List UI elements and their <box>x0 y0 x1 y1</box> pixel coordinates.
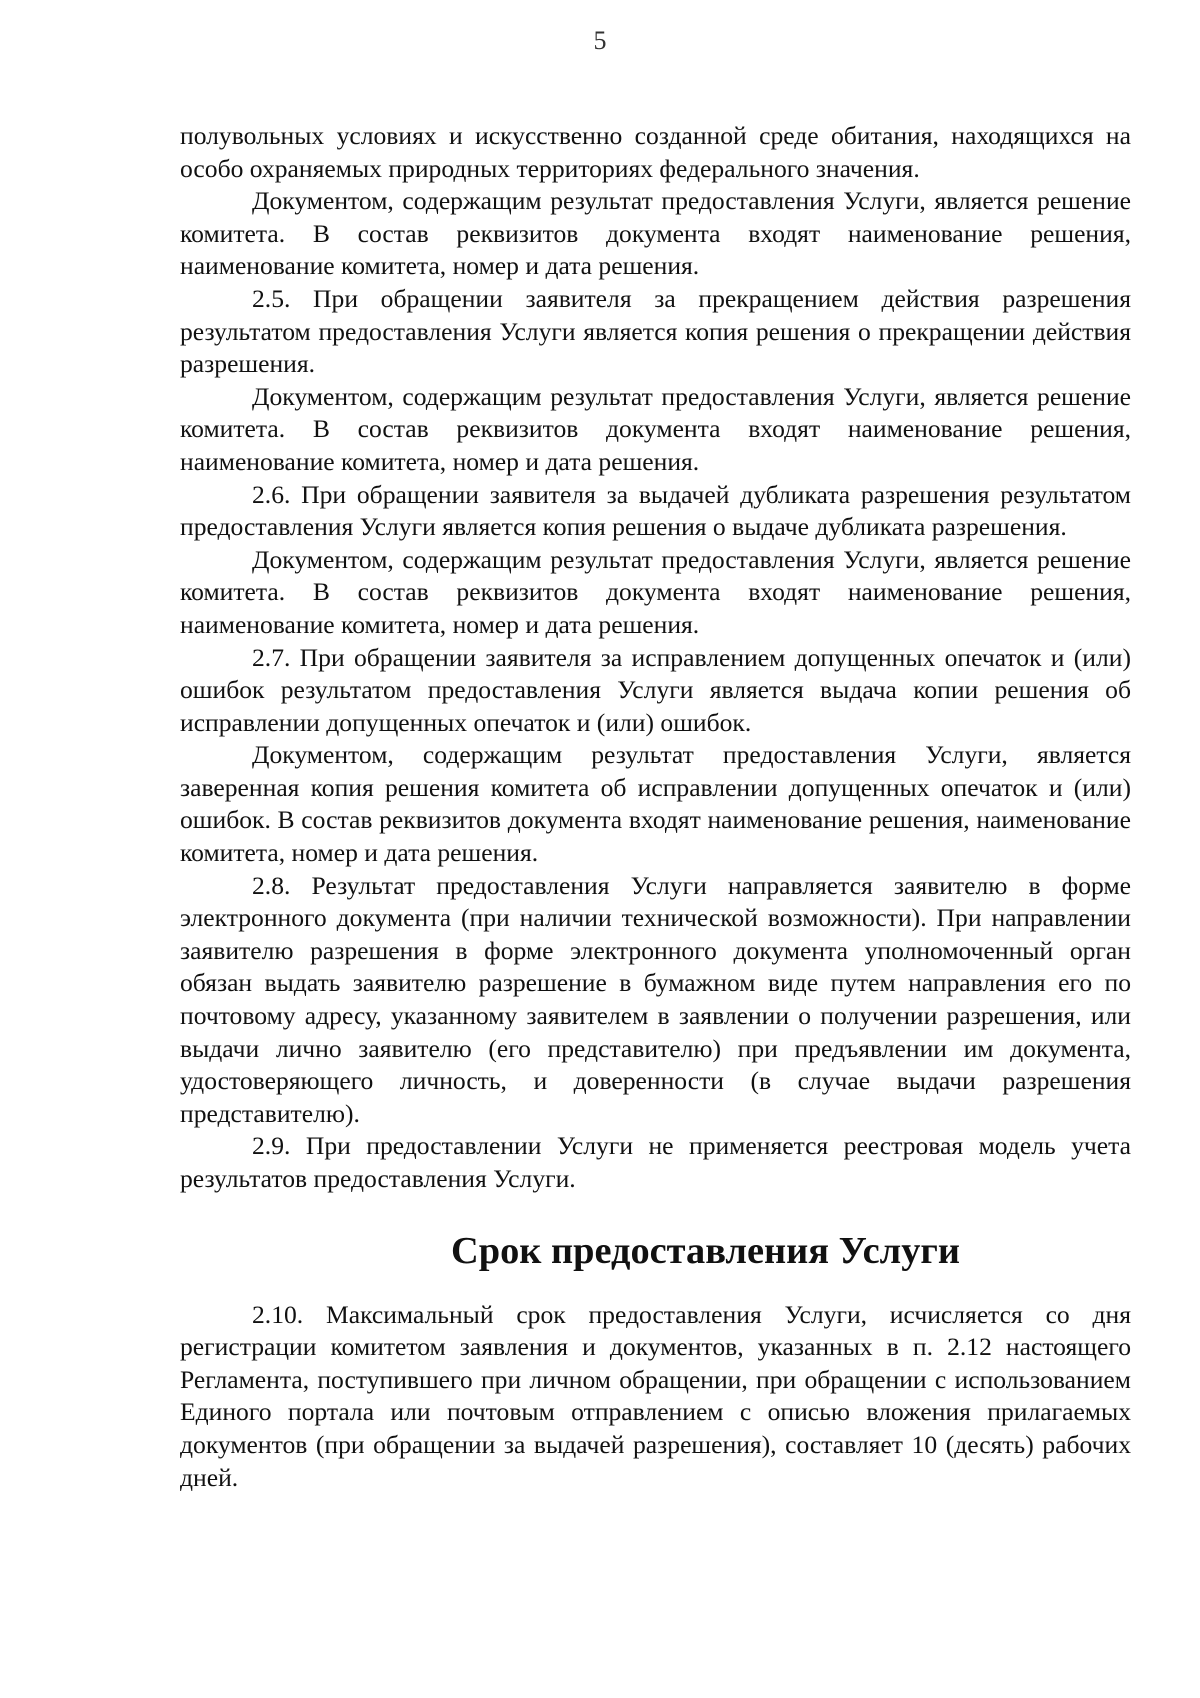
document-body <box>180 120 1131 1494</box>
paragraph-2-9: 2.9. При предоставлении Услуги не применяется реестровая модель учета результатов предоставления Услуги. <box>180 1131 1131 1193</box>
paragraph-result-document: Документом, содержащим результат предоставления Услуги, является решение комитета. В состав реквизитов документа входят наименование решения, наименование комитета, номер и дата решения. <box>180 186 1131 281</box>
spacer <box>180 1196 1131 1233</box>
spacer <box>180 1269 1131 1299</box>
paragraph-2-7: 2.7. При обращении заявителя за исправлением допущенных опечаток и (или) ошибок результатом предоставления Услуги является выдача копии решения об исправлении допущенных опечаток и (или) ошибок. <box>180 642 1131 737</box>
paragraph-result-document: Документом, содержащим результат предоставления Услуги, является решение комитета. В состав реквизитов документа входят наименование решения, наименование комитета, номер и дата решения. <box>180 381 1131 476</box>
paragraph-2-10: 2.10. Максимальный срок предоставления Услуги, исчисляется со дня регистрации комитетом заявления и документов, указанных в п. 2.12 настоящего Регламента, поступившего при личном обращении, при обращении с использованием Единого портала или почтовым отправлением с описью вложения прилагаемых документов (при обращении за выдачей разрешения), составляет 10 (десять) рабочих дней. <box>180 1299 1131 1492</box>
section-heading: Срок предоставления Услуги <box>451 1229 960 1272</box>
page-number: 5 <box>593 26 607 55</box>
paragraph-result-document: Документом, содержащим результат предоставления Услуги, является решение комитета. В состав реквизитов документа входят наименование решения, наименование комитета, номер и дата решения. <box>180 544 1131 639</box>
paragraph-2-5: 2.5. При обращении заявителя за прекращением действия разрешения результатом предоставления Услуги является копия решения о прекращении действия разрешения. <box>180 283 1131 379</box>
paragraph-result-document: Документом, содержащим результат предоставления Услуги, является заверенная копия решения комитета об исправлении допущенных опечаток и (или) ошибок. В состав реквизитов документа входят наименование решения, наименование комитета, номер и дата решения. <box>180 740 1131 868</box>
paragraph-continuation: полувольных условиях и искусственно созданной среде обитания, находящихся на особо охраняемых природных территориях федерального значения. <box>180 121 1131 183</box>
paragraph-2-8: 2.8. Результат предоставления Услуги направляется заявителю в форме электронного документа (при наличии технической возможности). При направлении заявителю разрешения в форме электронного документа уполномоченный орган обязан выдать заявителю разрешение в бумажном виде путем направления его по почтовому адресу, указанному заявителем в заявлении о получении разрешения, или выдачи лично заявителю (его представителю) при предъявлении им документа, удостоверяющего личность, и доверенности (в случае выдачи разрешения представителю). <box>180 870 1131 1128</box>
paragraph-2-6: 2.6. При обращении заявителя за выдачей дубликата разрешения результатом предоставления Услуги является копия решения о выдаче дубликата разрешения. <box>180 479 1131 542</box>
